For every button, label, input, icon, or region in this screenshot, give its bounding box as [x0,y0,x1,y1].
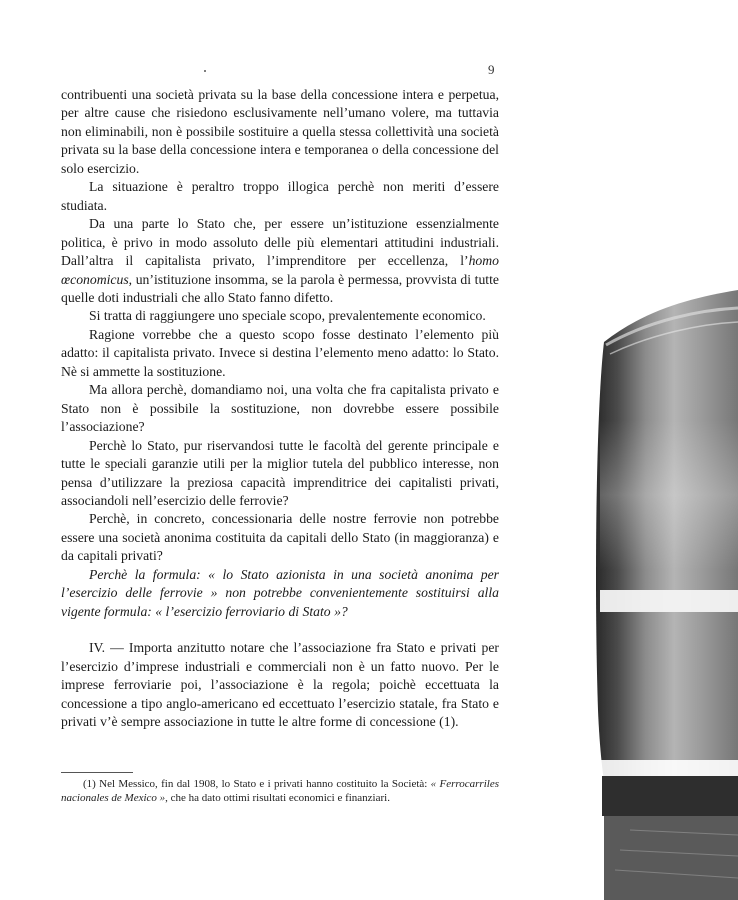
paragraph: Perchè lo Stato, pur riservandosi tutte le facoltà del gerente principale e tutte le speciali garanzie utili per la miglior tutela del pubblico interesse, non pensa d’utilizzare la preziosa capacità imprenditrice dei capitalisti privati, associandoli nell’esercizio delle ferrovie? [61,437,499,508]
footnote-rule [61,772,133,773]
paragraph-text: , un’istituzione insomma, se la parola è permessa, provvista di tutte quelle doti industriali che allo Stato fanno difetto. [61,271,499,305]
paragraph: Ragione vorrebbe che a questo scopo fosse destinato l’elemento più adatto: il capitalista privato. Invece si destina l’elemento meno adatto: lo Stato. Nè si ammette la sostituzione. [61,326,499,379]
footnote-italic: « Ferrocarriles nacionales de Mexico » [61,778,499,804]
scan-page-edge [590,290,738,900]
paragraph: Perchè, in concreto, concessionaria delle nostre ferrovie non potrebbe essere una società anonima costituita da capitali dello Stato (in maggioranza) e da capitali privati? [61,511,499,564]
footnote [61,778,499,805]
paragraph-text: Da una parte lo Stato che, per essere un’istituzione essenzialmente politica, è privo in modo assoluto delle più elementari attitudini industriali. Dall’altra il capitalista privato, l’imprenditore per eccellenza, l’ [61,216,499,269]
paragraph: Ma allora perchè, domandiamo noi, una volta che fra capitalista privato e Stato non è possibile la sostituzione, non dovrebbe essere possibile l’associazione? [61,382,499,435]
paragraph: contribuenti una società privata su la base della concessione intera e perpetua, per altre cause che risiedono esclusivamente nell’umano volere, ma tuttavia non eliminabili, non è possibile sostituire a quella stessa collettività una società privata su la base della concessione intera e temporanea o della concessione del solo esercizio. [61,87,499,176]
stray-ink-dot [204,70,206,72]
paragraph: Si tratta di raggiungere uno speciale scopo, prevalentemente economico. [89,308,486,324]
footnote-text [61,778,499,805]
paragraph [61,215,499,307]
footnote-text-end: , che ha dato ottimi risultati economici e finanziari. [165,791,390,804]
italic-text: Perchè la formula: « lo Stato azionista in una società anonima per l’esercizio delle ferrovie » non potrebbe convenientemente sostituirsi alla vigente formula: « l’esercizio ferroviario di Stato »? [61,566,499,619]
section-paragraph: IV. — Importa anzitutto notare che l’associazione fra Stato e privati per l’esercizio d’imprese industriali e commerciali non è un fatto nuovo. Per le imprese ferroviarie poi, l’associazione è la regola; poichè eccettuata la concessione a tipo anglo-americano ed eccettuato l’esercizio statale, fra Stato e privati v’è sempre associazione in tutte le altre forme di concessione (1). [61,640,499,729]
main-text [61,86,499,731]
page-number: 9 [488,62,495,77]
footnote-text-start: (1) Nel Messico, fin dal 1908, lo Stato e i privati hanno costituito la Società: [83,778,431,790]
paragraph: La situazione è peraltro troppo illogica perchè non meriti d’essere studiata. [61,179,499,213]
italic-paragraph [61,566,499,621]
italic-term: homo œconomicus [61,253,499,287]
